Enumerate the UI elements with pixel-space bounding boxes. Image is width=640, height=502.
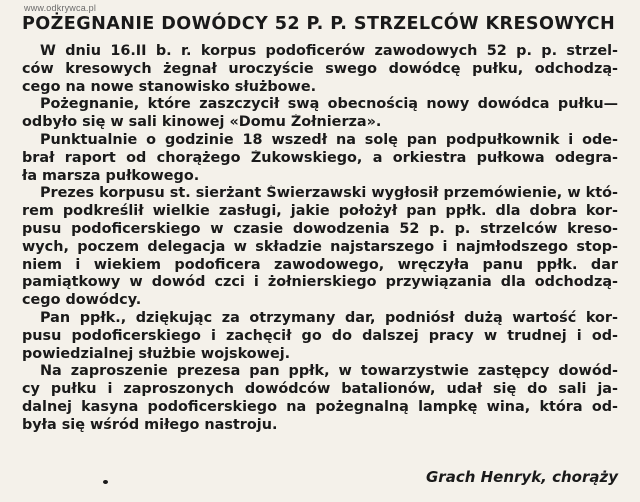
text-line: była się wśród miłego nastroju.	[22, 416, 278, 433]
text-line: cego na nowe stanowisko służbowe.	[22, 78, 317, 95]
text-line: ła marsza pułkowego.	[22, 167, 200, 184]
paragraph	[22, 310, 618, 363]
text-line: pusu podoficerskiego i zachęcił go do dalszej pracy w trudnej i od-	[22, 327, 618, 344]
ink-dot	[103, 480, 108, 484]
text-line: cego dowódcy.	[22, 292, 142, 309]
text-line: Prezes korpusu st. sierżant Świerzawski wygłosił przemówienie, w któ-	[40, 185, 618, 202]
text-line: ców kresowych żegnał uroczyście swego dowódcę pułku, odchodzą-	[22, 60, 618, 77]
text-line: brał raport od chorążego Żukowskiego, a orkiestra pułkowa odegra-	[22, 149, 618, 166]
article-title: POŻEGNANIE DOWÓDCY 52 P. P. STRZELCÓW KRESOWYCH	[22, 14, 616, 34]
watermark: www.odkrywca.pl	[24, 3, 97, 13]
text-line: cy pułku i zaproszonych dowódców batalionów, udał się do sali ja-	[22, 381, 618, 398]
text-line: rem podkreślił wielkie zasługi, jakie położył pan ppłk. dla dobra kor-	[22, 203, 618, 220]
article-body	[22, 43, 618, 435]
author-signature: Grach Henryk, chorąży	[425, 468, 618, 486]
text-line: powiedzialnej służbie wojskowej.	[22, 345, 291, 362]
text-line: pusu podoficerskiego w czasie dowodzenia 52 p. p. strzelców kreso-	[22, 220, 618, 237]
paragraph	[22, 43, 618, 96]
text-line: niem i wiekiem podoficera zawodowego, wręczyła panu ppłk. dar	[22, 256, 618, 273]
text-line: Na zaproszenie prezesa pan ppłk, w towarzystwie zastępcy dowód-	[40, 363, 618, 380]
paragraph	[22, 96, 618, 132]
text-line: Pan ppłk., dziękując za otrzymany dar, podniósł dużą wartość kor-	[40, 309, 618, 326]
text-line: pamiątkowy w dowód czci i żołnierskiego przywiązania dla odchodzą-	[22, 274, 618, 291]
paragraph	[22, 363, 618, 434]
text-line: Pożegnanie, które zaszczycił swą obecnością nowy dowódca pułku—	[40, 96, 618, 113]
paragraph	[22, 185, 618, 310]
text-line: dalnej kasyna podoficerskiego na pożegnalną lampkę wina, która od-	[22, 398, 618, 415]
text-line: wych, poczem delegacja w składzie najstarszego i najmłodszego stop-	[22, 238, 618, 255]
paragraph	[22, 132, 618, 185]
text-line: W dniu 16.II b. r. korpus podoficerów zawodowych 52 p. p. strzel-	[40, 43, 618, 59]
text-line: odbyło się w sali kinowej «Domu Żołnierza».	[22, 114, 382, 131]
text-line: Punktualnie o godzinie 18 wszedł na solę pan podpułkownik i ode-	[40, 131, 618, 148]
